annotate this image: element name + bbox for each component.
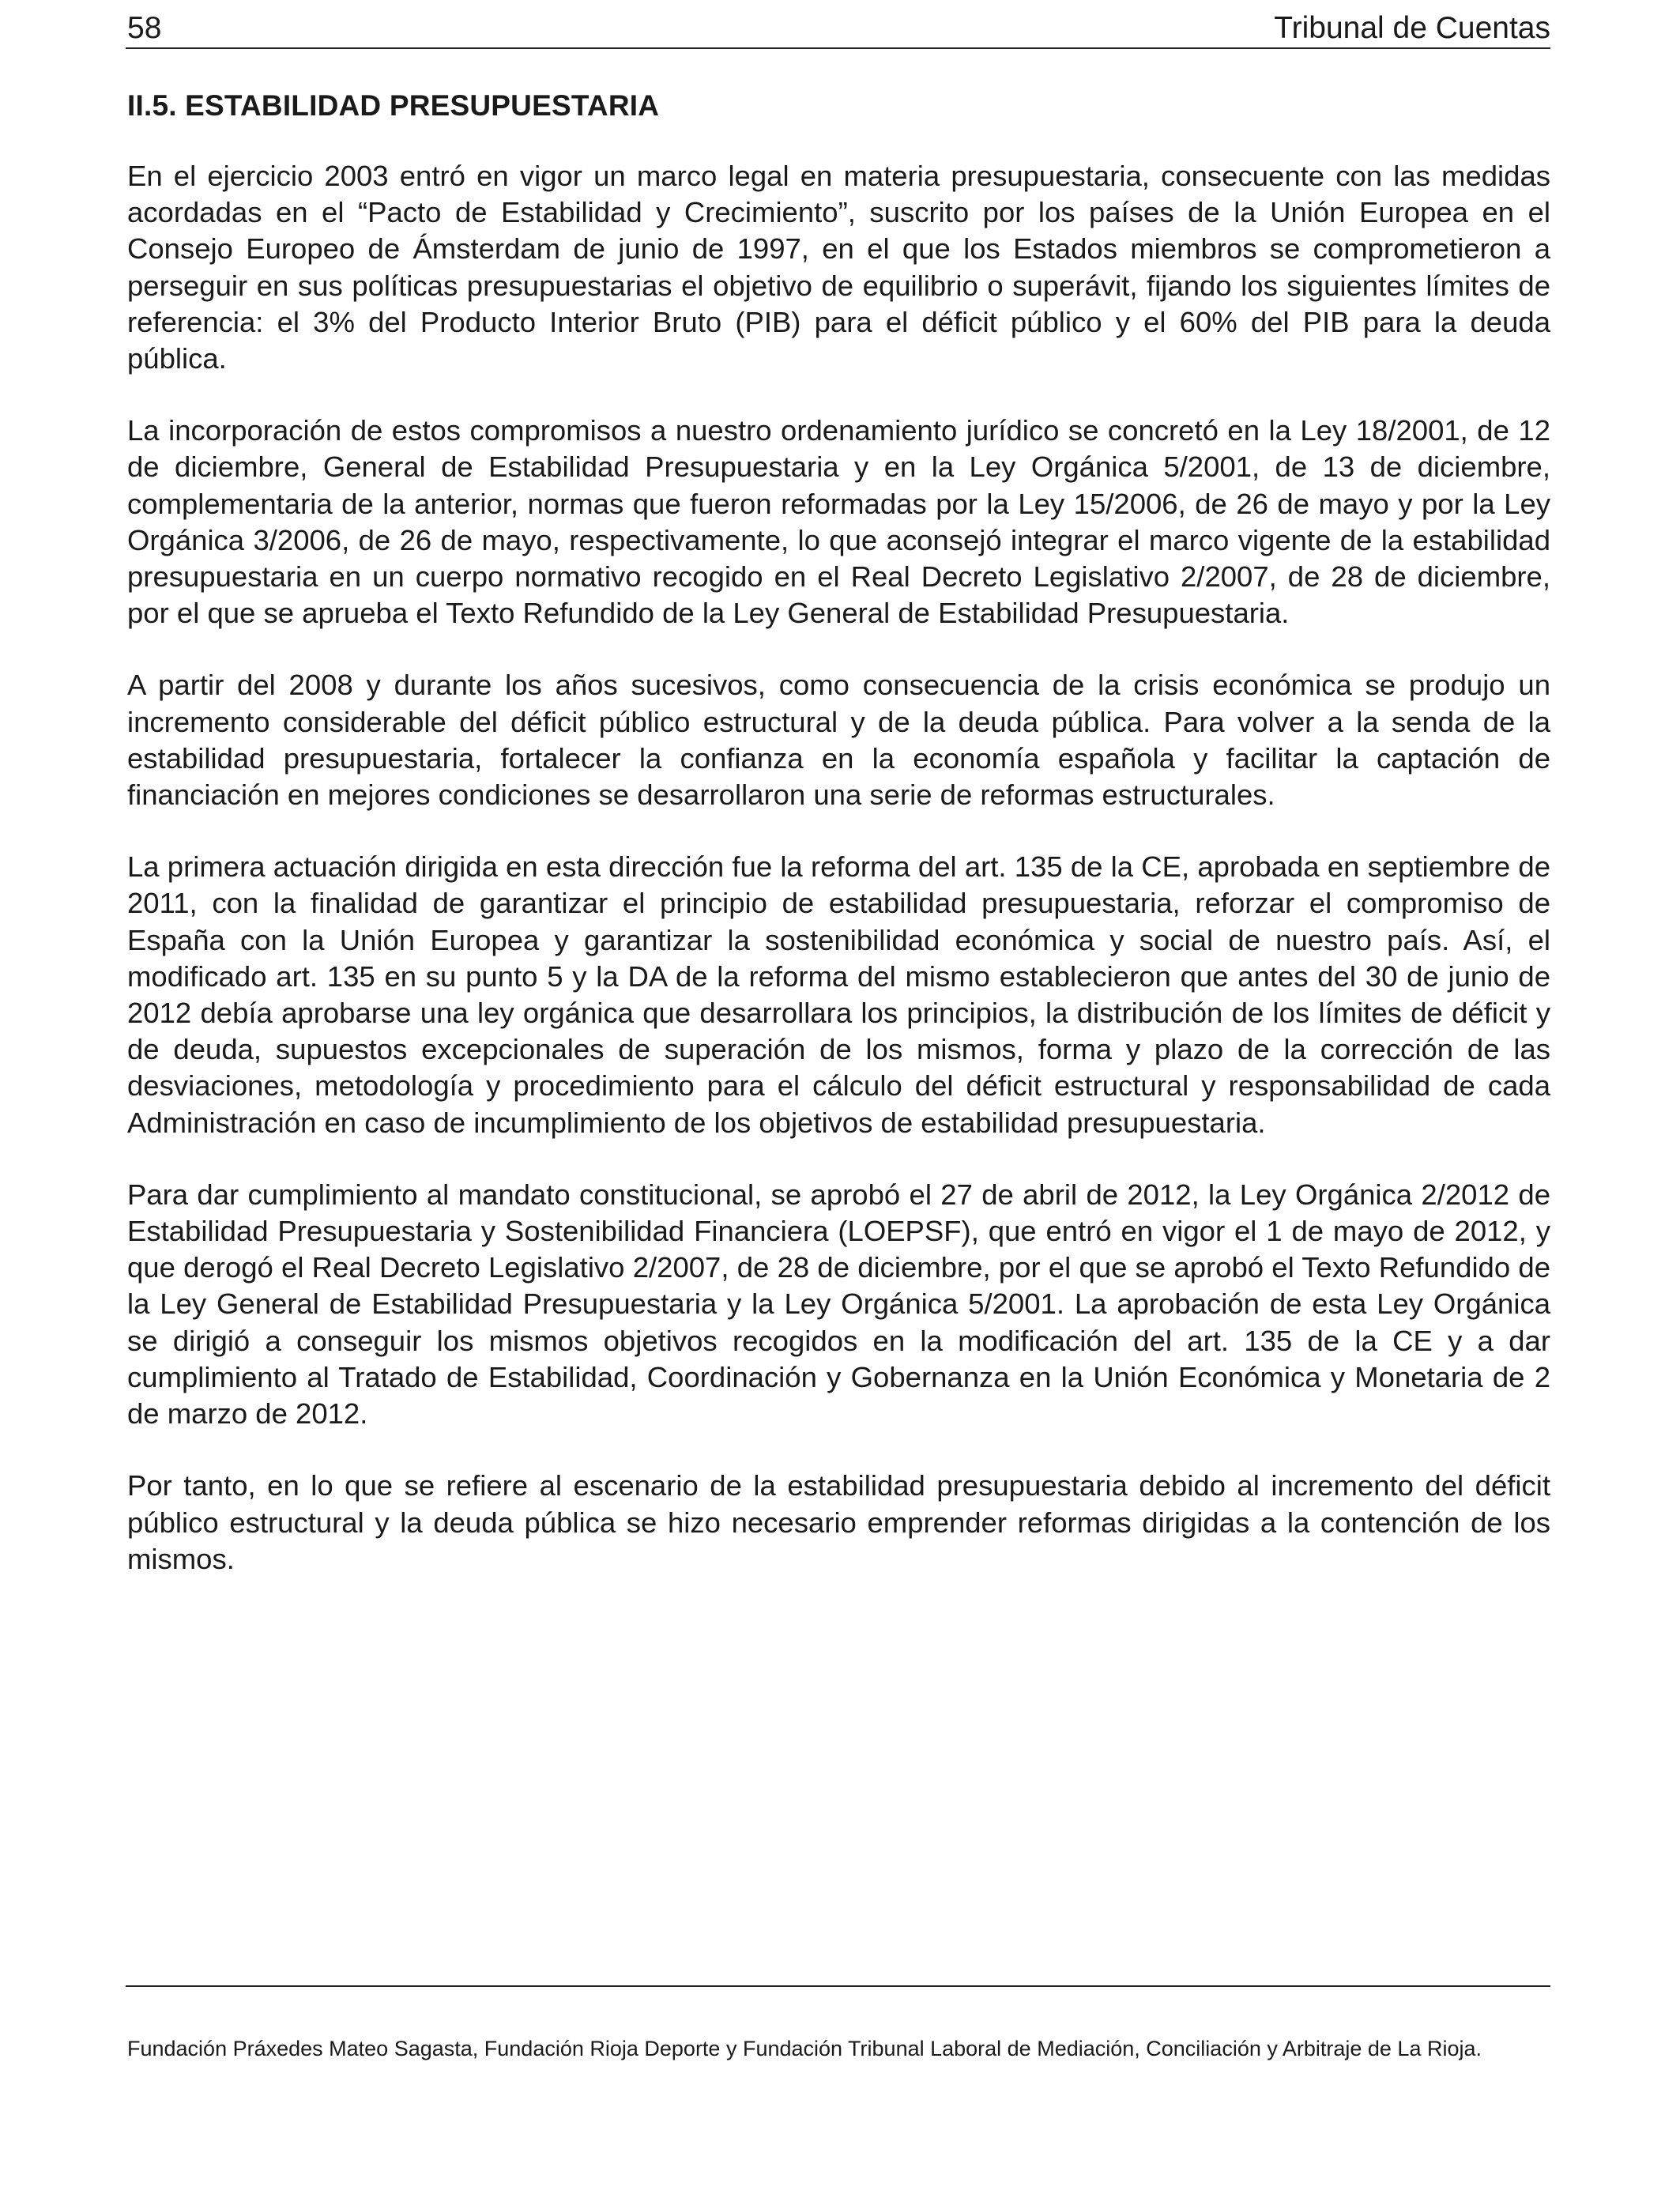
paragraph-6: Por tanto, en lo que se refiere al escenario de la estabilidad presupuestaria debido al incremento del déficit público estructural y la deuda pública se hizo necesario emprender reformas dirigidas a la contención de los mismos. (127, 1469, 1550, 1575)
paragraph-1: En el ejercicio 2003 entró en vigor un marco legal en materia presupuestaria, consecuente con las medidas acordadas en el “Pacto de Estabilidad y Crecimiento”, suscrito por los países de la Unión Europea en el Consejo Europeo de Ámsterdam de junio de 1997, en el que los Estados miembros se comprometieron a perseguir en sus políticas presupuestarias el objetivo de equilibrio o superávit, fijando los siguientes límites de referencia: el 3% del Producto Interior Bruto (PIB) para el déficit público y el 60% del PIB para la deuda pública. (127, 160, 1550, 375)
paragraph-3: A partir del 2008 y durante los años sucesivos, como consecuencia de la crisis económica se produjo un incremento considerable del déficit público estructural y de la deuda pública. Para volver a la senda de la estabilidad presupuestaria, fortalecer la confianza en la economía española y facilitar la captación de financiación en mejores condiciones se desarrollaron una serie de reformas estructurales. (127, 669, 1550, 812)
paragraph-5: Para dar cumplimiento al mandato constitucional, se aprobó el 27 de abril de 2012, la Ley Orgánica 2/2012 de Estabilidad Presupuestaria y Sostenibilidad Financiera (LOEPSF), que entró en vigor el 1 de mayo de 2012, y que derogó el Real Decreto Legislativo 2/2007, de 28 de diciembre, por el que se aprobó el Texto Refundido de la Ley General de Estabilidad Presupuestaria y la Ley Orgánica 5/2001. La aprobación de esta Ley Orgánica se dirigió a conseguir los mismos objetivos recogidos en la modificación del art. 135 de la CE y a dar cumplimiento al Tratado de Estabilidad, Coordinación y Gobernanza en la Unión Económica y Monetaria de 2 de marzo de 2012. (127, 1178, 1550, 1431)
main-content (127, 85, 1550, 1613)
page-header (126, 6, 1550, 49)
page-number: 58 (127, 11, 162, 45)
footer-divider (126, 1985, 1550, 1987)
page-footer: Fundación Práxedes Mateo Sagasta, Fundación Rioja Deporte y Fundación Tribunal Laboral de Mediación, Conciliación y Arbitraje de La Rioja. (127, 2037, 1482, 2060)
paragraph-2: La incorporación de estos compromisos a nuestro ordenamiento jurídico se concretó en la Ley 18/2001, de 12 de diciembre, General de Estabilidad Presupuestaria y en la Ley Orgánica 5/2001, de 13 de diciembre, complementaria de la anterior, normas que fueron reformadas por la Ley 15/2006, de 26 de mayo y por la Ley Orgánica 3/2006, de 26 de mayo, respectivamente, lo que aconsejó integrar el marco vigente de la estabilidad presupuestaria en un cuerpo normativo recogido en el Real Decreto Legislativo 2/2007, de 28 de diciembre, por el que se aprueba el Texto Refundido de la Ley General de Estabilidad Presupuestaria. (127, 414, 1550, 630)
publication-title: Tribunal de Cuentas (1274, 11, 1550, 45)
paragraph-4: La primera actuación dirigida en esta dirección fue la reforma del art. 135 de la CE, aprobada en septiembre de 2011, con la finalidad de garantizar el principio de estabilidad presupuestaria, reforzar el compromiso de España con la Unión Europea y garantizar la sostenibilidad económica y social de nuestro país. Así, el modificado art. 135 en su punto 5 y la DA de la reforma del mismo establecieron que antes del 30 de junio de 2012 debía aprobarse una ley orgánica que desarrollara los principios, la distribución de los límites de déficit y de deuda, supuestos excepcionales de superación de los mismos, forma y plazo de la corrección de las desviaciones, metodología y procedimiento para el cálculo del déficit estructural y responsabilidad de cada Administración en caso de incumplimiento de los objetivos de estabilidad presupuestaria. (127, 850, 1550, 1139)
section-heading: II.5. ESTABILIDAD PRESUPUESTARIA (127, 89, 660, 122)
